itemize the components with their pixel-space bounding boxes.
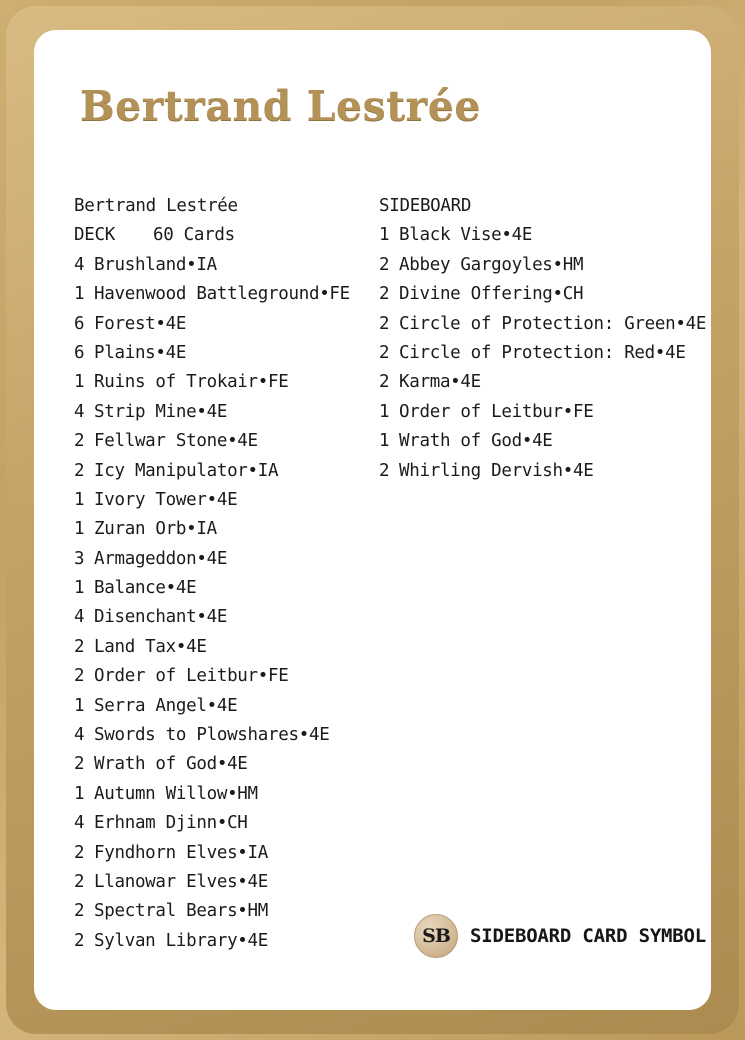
deck-entry	[74, 486, 384, 515]
deck-entry-qty: 4	[74, 401, 85, 422]
deck-entry-qty: 3	[74, 548, 85, 569]
sideboard-entry	[379, 310, 707, 339]
page-title: Bertrand Lestrée	[80, 82, 481, 130]
deck-entry-name: Autumn Willow•HM	[94, 783, 258, 804]
deck-entry-name: Armageddon•4E	[94, 548, 228, 569]
deck-entry-name: Land Tax•4E	[94, 636, 207, 657]
deck-entry-name: Havenwood Battleground•FE	[94, 284, 350, 305]
deck-entry	[74, 339, 384, 368]
deck-entry-list	[74, 251, 384, 956]
deck-entry-name: Brushland•IA	[94, 254, 217, 275]
sideboard-entry	[379, 251, 679, 280]
deck-player-name: Bertrand Lestrée	[74, 196, 238, 216]
deck-entry	[74, 868, 384, 897]
deck-entry-qty: 2	[74, 460, 85, 481]
sideboard-entry-qty: 1	[379, 401, 390, 422]
deck-entry-name: Wrath of God•4E	[94, 754, 248, 775]
sideboard-entry-qty: 2	[379, 372, 390, 393]
deck-entry-name: Balance•4E	[94, 578, 197, 599]
deck-entry-name: Order of Leitbur•FE	[94, 666, 289, 687]
deck-entry	[74, 662, 384, 691]
deck-entry-qty: 1	[74, 578, 85, 599]
deck-entry-qty: 1	[74, 783, 85, 804]
deck-entry-name: Swords to Plowshares•4E	[94, 725, 330, 746]
deck-entry-name: Ivory Tower•4E	[94, 489, 238, 510]
deck-entry	[74, 427, 384, 456]
deck-entry	[74, 839, 384, 868]
deck-entry-name: Icy Manipulator•IA	[94, 460, 279, 481]
deck-entry-qty: 4	[74, 725, 85, 746]
sideboard-entry-name: Circle of Protection: Red•4E	[399, 342, 686, 363]
sideboard-entry-qty: 2	[379, 313, 390, 334]
sideboard-entry-qty: 1	[379, 431, 390, 452]
sideboard-symbol-legend	[414, 914, 706, 958]
sideboard-entry-name: Divine Offering•CH	[399, 284, 584, 305]
sideboard-entry	[379, 427, 679, 456]
deck-column	[74, 192, 384, 956]
deck-entry-name: Disenchant•4E	[94, 607, 228, 628]
deck-entry-qty: 4	[74, 813, 85, 834]
deck-entry-qty: 2	[74, 666, 85, 687]
deck-entry-qty: 6	[74, 342, 85, 363]
deck-entry-qty: 4	[74, 254, 85, 275]
deck-entry	[74, 280, 384, 309]
deck-entry-name: Spectral Bears•HM	[94, 901, 269, 922]
sideboard-entry	[379, 457, 679, 486]
deck-entry	[74, 398, 384, 427]
sideboard-header: SIDEBOARD	[379, 196, 472, 216]
deck-entry-qty: 2	[74, 842, 85, 863]
deck-entry	[74, 809, 384, 838]
deck-label: DECK	[74, 225, 115, 246]
sideboard-entry-name: Order of Leitbur•FE	[399, 401, 594, 422]
deck-entry	[74, 310, 384, 339]
deck-entry	[74, 251, 384, 280]
sideboard-entry	[379, 368, 679, 397]
deck-entry-name: Sylvan Library•4E	[94, 930, 269, 951]
sideboard-entry	[379, 339, 686, 368]
sideboard-symbol-label: SIDEBOARD CARD SYMBOL	[470, 925, 707, 947]
deck-entry-name: Fellwar Stone•4E	[94, 431, 258, 452]
deck-entry	[74, 368, 384, 397]
sideboard-entry-name: Circle of Protection: Green•4E	[399, 313, 707, 334]
deck-entry-qty: 2	[74, 930, 85, 951]
sideboard-entry-name: Wrath of God•4E	[399, 431, 553, 452]
sideboard-entry-qty: 2	[379, 460, 390, 481]
sideboard-entry-list	[379, 221, 707, 486]
sideboard-entry	[379, 398, 679, 427]
deck-entry-qty: 2	[74, 431, 85, 452]
deck-count: 60 Cards	[152, 225, 235, 246]
sideboard-entry-name: Whirling Dervish•4E	[399, 460, 594, 481]
sideboard-entry-name: Abbey Gargoyles•HM	[399, 254, 584, 275]
deck-entry	[74, 545, 384, 574]
sideboard-entry	[379, 280, 679, 309]
deck-entry-name: Ruins of Trokair•FE	[94, 372, 289, 393]
deck-entry-name: Forest•4E	[94, 313, 187, 334]
sideboard-entry-qty: 2	[379, 284, 390, 305]
deck-entry-name: Strip Mine•4E	[94, 401, 228, 422]
deck-entry-name: Erhnam Djinn•CH	[94, 813, 248, 834]
sideboard-entry-qty: 2	[379, 254, 390, 275]
deck-entry-qty: 2	[74, 901, 85, 922]
deck-entry-qty: 1	[74, 519, 85, 540]
deck-entry-qty: 4	[74, 607, 85, 628]
card-face	[34, 30, 711, 1010]
deck-entry	[74, 603, 384, 632]
deck-entry	[74, 927, 384, 956]
deck-entry	[74, 721, 384, 750]
deck-entry-qty: 1	[74, 489, 85, 510]
sideboard-entry-name: Karma•4E	[399, 372, 481, 393]
deck-entry	[74, 457, 384, 486]
sideboard-column	[379, 192, 707, 486]
deck-entry-qty: 2	[74, 871, 85, 892]
deck-entry	[74, 897, 384, 926]
deck-entry-qty: 1	[74, 284, 85, 305]
deck-entry-name: Fyndhorn Elves•IA	[94, 842, 269, 863]
sideboard-symbol-icon: SB	[414, 914, 458, 958]
deck-entry-name: Serra Angel•4E	[94, 695, 238, 716]
sideboard-entry-name: Black Vise•4E	[399, 225, 533, 246]
deck-entry-qty: 1	[74, 695, 85, 716]
deck-entry-qty: 6	[74, 313, 85, 334]
deck-entry-qty: 2	[74, 754, 85, 775]
deck-entry-name: Llanowar Elves•4E	[94, 871, 269, 892]
deck-entry	[74, 574, 384, 603]
deck-entry-qty: 1	[74, 372, 85, 393]
deck-entry	[74, 692, 384, 721]
deck-entry-name: Zuran Orb•IA	[94, 519, 217, 540]
deck-entry	[74, 633, 384, 662]
deck-header-row	[74, 221, 384, 250]
deck-entry-name: Plains•4E	[94, 342, 187, 363]
deck-entry	[74, 515, 384, 544]
sideboard-entry	[379, 221, 679, 250]
sideboard-entry-qty: 2	[379, 342, 390, 363]
deck-entry	[74, 780, 384, 809]
deck-entry	[74, 750, 384, 779]
sideboard-entry-qty: 1	[379, 225, 390, 246]
deck-entry-qty: 2	[74, 636, 85, 657]
